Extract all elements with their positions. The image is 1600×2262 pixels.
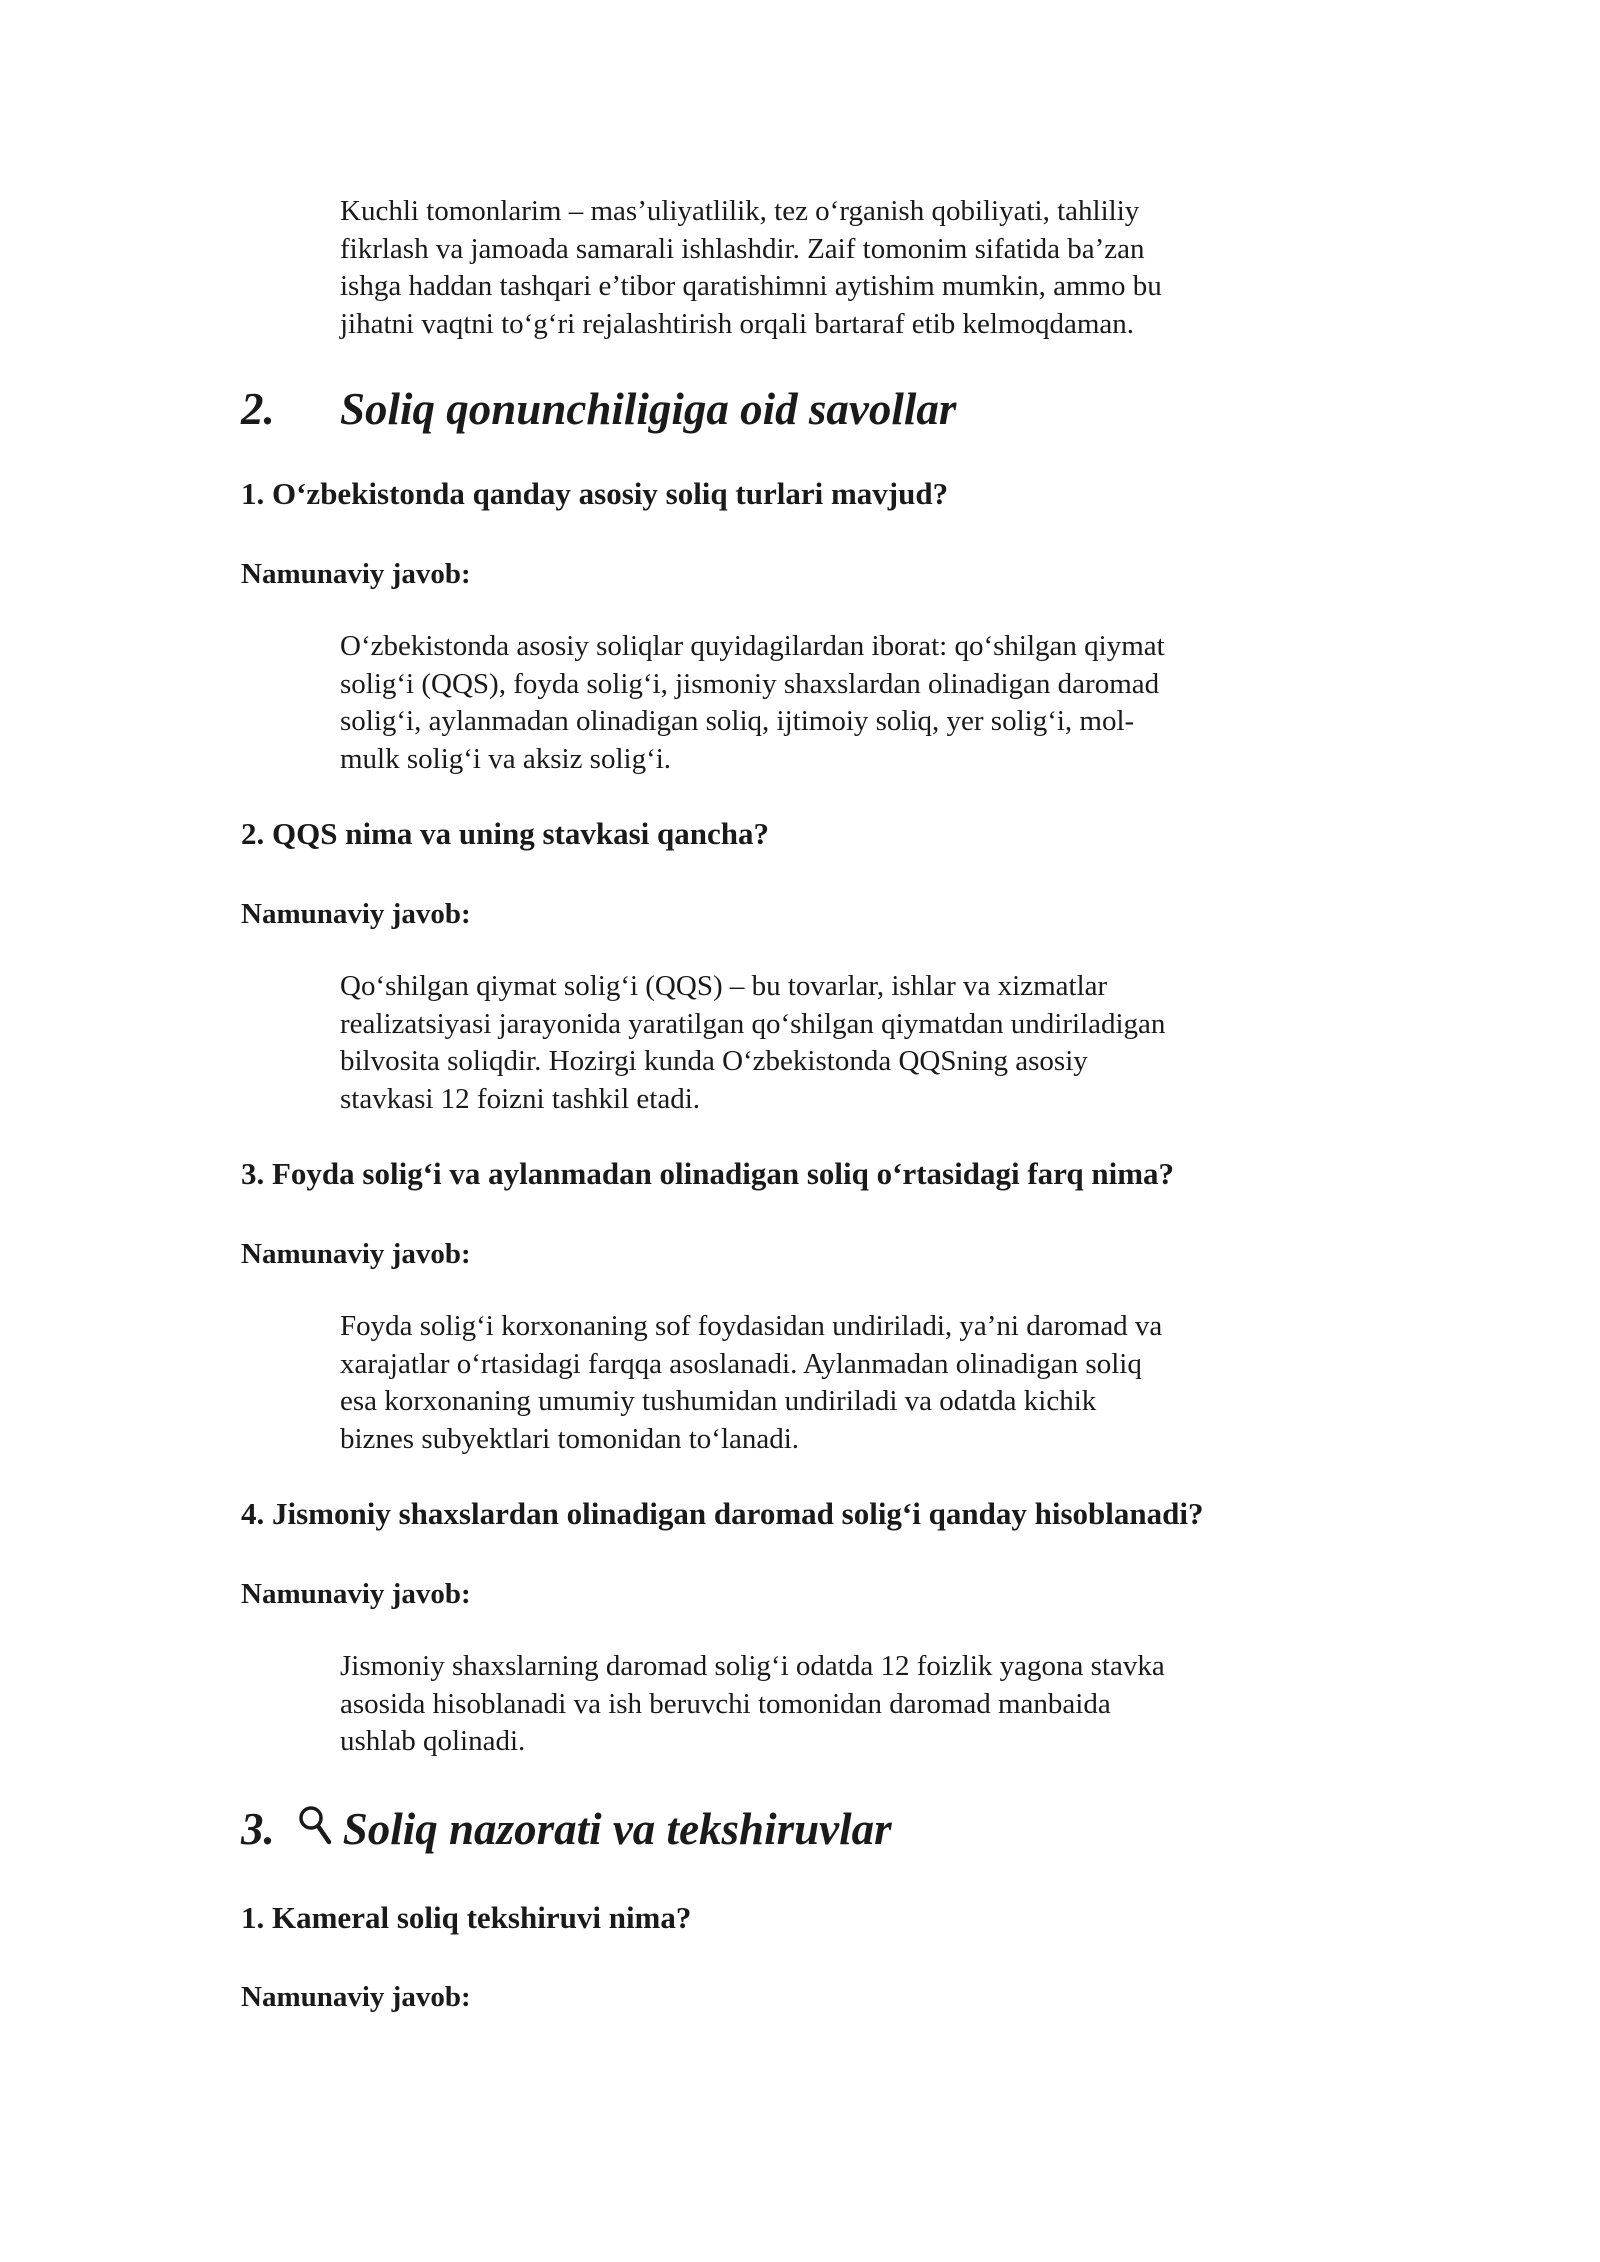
section-number: 2.: [241, 384, 275, 434]
question-heading: 1. Kameral soliq tekshiruvi nima?: [241, 1900, 692, 1935]
section-heading-3: [241, 1801, 892, 1857]
question-heading: 4. Jismoniy shaxslardan olinadigan daromad solig‘i qanday hisoblanadi?: [241, 1496, 1204, 1531]
answer-label: Namunaviy javob:: [241, 1238, 471, 1270]
answer-label: Namunaviy javob:: [241, 898, 471, 930]
question-heading: 2. QQS nima va uning stavkasi qancha?: [241, 816, 770, 851]
answer-paragraph: Jismoniy shaxslarning daromad solig‘i odatda 12 foizlik yagona stavka asosida hisoblanadi va ish beruvchi tomonidan daromad manbaida ushlab qolinadi.: [340, 1650, 1165, 1757]
question-heading: 3. Foyda solig‘i va aylanmadan olinadigan soliq o‘rtasidagi farq nima?: [241, 1156, 1175, 1191]
answer-label: Namunaviy javob:: [241, 1578, 471, 1610]
intro-paragraph: Kuchli tomonlarim – mas’uliyatlilik, tez o‘rganish qobiliyati, tahliliy fikrlash va jamoada samarali ishlashdir. Zaif tomonim sifatida ba’zan ishga haddan tashqari e’tibor qaratishimni aytishim mumkin, ammo bu jihatni vaqtni to‘g‘ri rejalashtirish orqali bartaraf etib kelmoqdaman.: [340, 195, 1162, 340]
answer-paragraph: Qo‘shilgan qiymat solig‘i (QQS) – bu tovarlar, ishlar va xizmatlar realizatsiyasi jarayonida yaratilgan qo‘shilgan qiymatdan undiriladigan bilvosita soliqdir. Hozirgi kunda O‘zbekistonda QQSning asosiy stavkasi 12 foizni tashkil etadi.: [340, 970, 1166, 1115]
answer-label: Namunaviy javob:: [241, 1981, 471, 2013]
section-title: Soliq qonunchiligiga oid savollar: [340, 384, 957, 434]
section-heading-2: [241, 381, 956, 437]
section-number: 3.: [241, 1804, 275, 1854]
answer-paragraph: O‘zbekistonda asosiy soliqlar quyidagilardan iborat: qo‘shilgan qiymat solig‘i (QQS), foyda solig‘i, jismoniy shaxslardan olinadigan daromad solig‘i, aylanmadan olinadigan soliq, ijtimoiy soliq, yer solig‘i, mol- mulk solig‘i va aksiz solig‘i.: [340, 630, 1165, 775]
section-title: Soliq nazorati va tekshiruvlar: [342, 1804, 892, 1854]
answer-label: Namunaviy javob:: [241, 558, 471, 590]
question-heading: 1. O‘zbekistonda qanday asosiy soliq turlari mavjud?: [241, 476, 949, 511]
answer-paragraph: Foyda solig‘i korxonaning sof foydasidan undiriladi, ya’ni daromad va xarajatlar o‘rtasidagi farqqa asoslanadi. Aylanmadan olinadigan soliq esa korxonaning umumiy tushumidan undiriladi va odatda kichik biznes subyektlari tomonidan to‘lanadi.: [340, 1310, 1163, 1455]
magnifier-icon: [297, 1802, 333, 1848]
